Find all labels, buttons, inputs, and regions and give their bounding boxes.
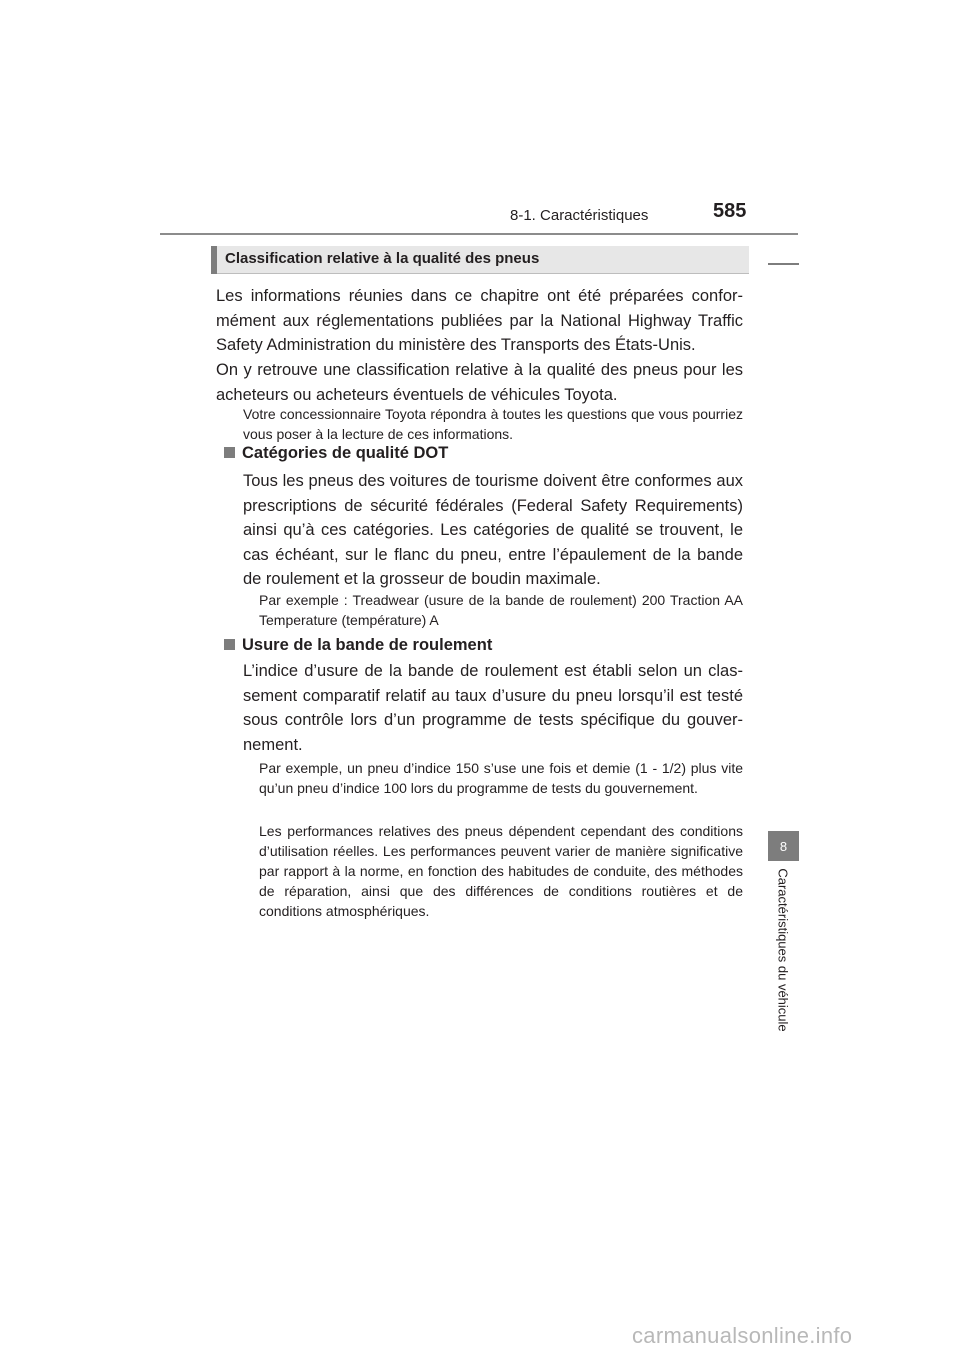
- watermark: carmanualsonline.info: [632, 1323, 853, 1348]
- intro-paragraph-2: On y retrouve une classification relative à la qualité des pneus pour les acheteurs ou acheteurs éventuels de véhicules Toyota.: [216, 361, 743, 404]
- tread-performance-note: Les performances relatives des pneus dépendent cependant des conditions d’utilisation réelles. Les performances peuvent varier de manière significative par rapport à la norme, en fonction des habitudes de conduite, des méthodes de réparation, ainsi que des différences de conditions routières et de conditions atmosphériques.: [259, 823, 743, 919]
- square-bullet-icon: [224, 447, 235, 458]
- section-title: Classification relative à la qualité des pneus: [225, 250, 540, 267]
- side-tab-top-rule: [768, 263, 799, 265]
- section-heading-accent: [211, 246, 217, 274]
- page-number: 585: [713, 200, 747, 222]
- chapter-tab-label: Caractéristiques du véhicule: [775, 868, 791, 1032]
- tread-heading-text: Usure de la bande de roulement: [242, 636, 493, 654]
- chapter-tab-number: 8: [779, 838, 788, 854]
- dot-heading: [224, 444, 448, 463]
- dealer-note: Votre concessionnaire Toyota répondra à toutes les questions que vous pourriez vous poser à la lecture de ces informations.: [243, 406, 743, 442]
- dot-paragraph: Tous les pneus des voitures de tourisme doivent être conformes aux prescriptions de sécurité fédérales (Federal Safety Requirements) ainsi qu’à ces catégories. Les catégories de qualité se trouvent, le cas échéant, sur le flanc du pneu, entre l’épaulement de la bande de roulement et la grosseur de boudin maximale.: [243, 472, 743, 588]
- tread-example: Par exemple, un pneu d’indice 150 s’use une fois et demie (1 - 1/2) plus vite qu’un pneu d’indice 100 lors du programme de tests du gouvernement.: [259, 760, 743, 796]
- tread-paragraph: L’indice d’usure de la bande de roulement est établi selon un classement comparatif relatif au taux d’usure du pneu lorsqu’il est testé sous contrôle lors d’un programme de tests spécifique du gouvernement.: [243, 662, 743, 754]
- header-divider: [160, 233, 798, 235]
- dot-heading-text: Catégories de qualité DOT: [242, 444, 449, 462]
- intro-paragraph-1: Les informations réunies dans ce chapitre ont été préparées conformément aux réglementations publiées par la National Highway Traffic Safety Administration du ministère des Transports des États-Unis.: [216, 287, 743, 354]
- dot-example: Par exemple : Treadwear (usure de la bande de roulement) 200 Traction AA Temperature (température) A: [259, 592, 743, 628]
- running-header-section: 8-1. Caractéristiques: [510, 207, 649, 224]
- tread-heading: [224, 636, 492, 655]
- square-bullet-icon: [224, 639, 235, 650]
